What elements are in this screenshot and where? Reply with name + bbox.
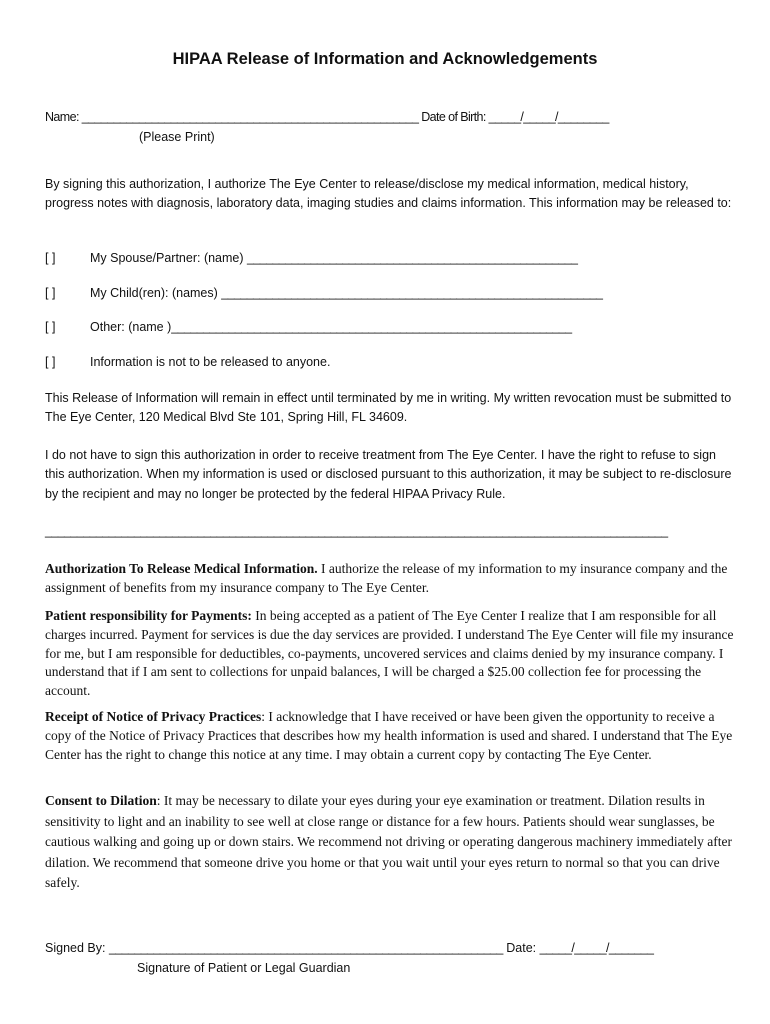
section-heading: Authorization To Release Medical Information.: [45, 561, 318, 576]
right-to-refuse-paragraph: I do not have to sign this authorization in order to receive treatment from The Eye Center. I have the right to refuse to sign this authorization. When my information is used or disclosed pursuant to this authorization, it may be subject to re-disclosure by the recipient and may no longer be protected by the federal HIPAA Privacy Rule.: [45, 448, 732, 501]
name-field[interactable]: _____________________________________________________: [81, 110, 419, 124]
section-heading: Consent to Dilation: [45, 793, 157, 808]
option-name-field[interactable]: _______________________________________________________________: [171, 320, 572, 334]
page-title: HIPAA Release of Information and Acknowledgements: [172, 50, 598, 68]
option-row: [45, 251, 577, 265]
section-body: I authorize the release of my information to my insurance company and the assignment of benefits from my insurance company to The Eye Center.: [45, 561, 728, 595]
signed-by-label: Signed By:: [45, 941, 109, 955]
option-label: Other: (name ): [90, 320, 172, 334]
option-label: My Child(ren): (names): [90, 286, 222, 300]
section-body: : It may be necessary to dilate your eyes during your eye examination or treatment. Dilation results in sensitivity to light and an inability to see well at close range or distance for a few hours. Patients should wear sunglasses, be cautious walking and going up or down stairs. We recommend not driving or operating dangerous machinery immediately after dilation. We recommend that someone drive you home or that you wait until your eyes return to normal so that you can drive safely.: [45, 793, 732, 890]
signature-caption: Signature of Patient or Legal Guardian: [137, 961, 351, 975]
privacy-notice-section: [45, 708, 737, 764]
section-heading: Patient responsibility for Payments:: [45, 608, 252, 623]
authorization-intro: By signing this authorization, I authorize The Eye Center to release/disclose my medical information, medical history, progress notes with diagnosis, laboratory data, imaging studies and claims information. This information may be released to:: [45, 177, 732, 211]
date-label: Date:: [502, 941, 540, 955]
separator-line: __________________________________________________________________________________________________: [45, 524, 668, 538]
dilation-section: [45, 791, 737, 894]
option-name-field[interactable]: ____________________________________________________: [247, 251, 578, 265]
option-row: [45, 286, 602, 300]
signature-row: [45, 941, 653, 955]
name-caption: (Please Print): [139, 130, 215, 144]
option-row: [45, 320, 571, 334]
section-heading: Receipt of Notice of Privacy Practices: [45, 709, 262, 724]
dob-label: Date of Birth:: [418, 110, 489, 124]
signature-field[interactable]: ______________________________________________________________: [108, 941, 503, 955]
option-row: [45, 355, 330, 369]
payments-section: [45, 607, 737, 701]
name-label: Name:: [45, 110, 82, 124]
authorization-section: [45, 560, 737, 598]
option-name-field[interactable]: ____________________________________________________________: [221, 286, 603, 300]
name-dob-row: [45, 110, 609, 124]
dob-field[interactable]: _____/_____/________: [488, 110, 609, 124]
option-checkbox[interactable]: [ ]: [45, 320, 56, 334]
option-label: Information is not to be released to anyone.: [90, 355, 331, 369]
section-body: In being accepted as a patient of The Eye Center I realize that I am responsible for all charges incurred. Payment for services is due the day services are provided. I understand The Eye Center will file my insurance for me, but I am responsible for deductibles, co-payments, uncovered services and claims denied by my insurance company. I understand that if I am sent to collections for unpaid balances, I will be charged a $25.00 collection fee for processing the account.: [45, 608, 734, 699]
section-body: : I acknowledge that I have received or have been given the opportunity to receive a copy of the Notice of Privacy Practices that describes how my health information is used and shared. I understand that The Eye Center has the right to change this notice at any time. I may obtain a current copy by contacting The Eye Center.: [45, 709, 733, 762]
option-checkbox[interactable]: [ ]: [45, 355, 56, 369]
option-label: My Spouse/Partner: (name): [90, 251, 248, 265]
option-checkbox[interactable]: [ ]: [45, 251, 56, 265]
option-checkbox[interactable]: [ ]: [45, 286, 56, 300]
date-field[interactable]: _____/_____/_______: [539, 941, 654, 955]
release-term-paragraph: This Release of Information will remain in effect until terminated by me in writing. My written revocation must be submitted to The Eye Center, 120 Medical Blvd Ste 101, Spring Hill, FL 34609.: [45, 391, 732, 425]
